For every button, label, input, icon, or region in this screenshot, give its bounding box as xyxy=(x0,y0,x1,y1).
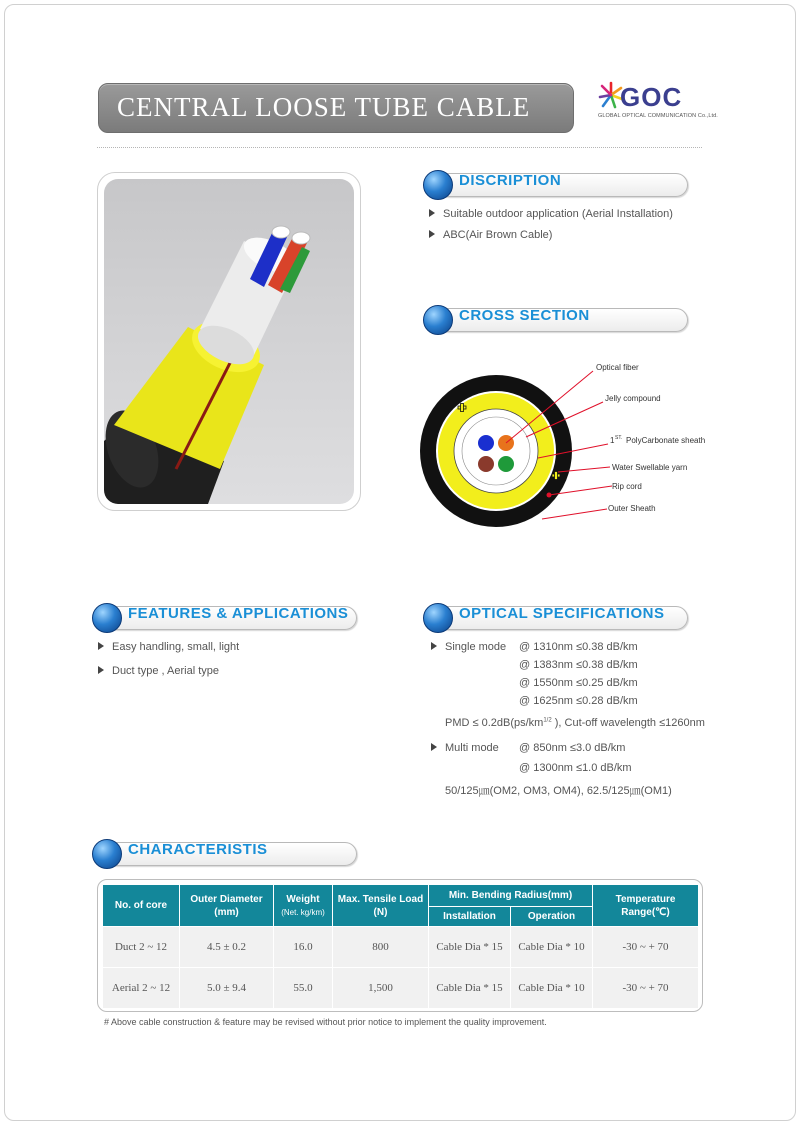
fiber-types: 50/125㎛(OM2, OM3, OM4), 62.5/125㎛(OM1) xyxy=(445,785,672,797)
cable-image xyxy=(104,179,354,504)
single-spec: @ 1625nm ≤0.28 dB/km xyxy=(519,695,638,707)
characteristics-table xyxy=(102,884,699,1009)
label-pc-sheath: PolyCarbonate sheath xyxy=(626,436,706,445)
cable-image-frame xyxy=(97,172,361,511)
blue-ball-icon xyxy=(92,839,122,869)
triangle-bullet-icon xyxy=(429,230,435,238)
feature-item: Duct type , Aerial type xyxy=(98,665,219,677)
triangle-bullet-icon xyxy=(98,642,104,650)
triangle-bullet-icon xyxy=(429,209,435,217)
triangle-bullet-icon xyxy=(431,743,437,751)
characteristics-header xyxy=(92,839,357,869)
single-spec: @ 1310nm ≤0.38 dB/km xyxy=(519,641,638,653)
label-outer-sheath: Outer Sheath xyxy=(608,504,656,513)
single-mode-label: Single mode xyxy=(431,641,506,653)
characteristics-title: CHARACTERISTIS xyxy=(128,841,268,858)
footnote: # Above cable construction & feature may be revised without prior notice to implement the quality improvement. xyxy=(104,1017,547,1027)
header-weight: Weight (Net. kg/km) xyxy=(274,885,333,927)
header-operation: Operation xyxy=(511,907,593,927)
multi-mode-label: Multi mode xyxy=(431,742,499,754)
blue-ball-icon xyxy=(92,603,122,633)
multi-spec: @ 1300nm ≤1.0 dB/km xyxy=(519,762,632,774)
cross-section-header xyxy=(423,305,688,335)
label-water-yarn: Water Swellable yarn xyxy=(612,463,688,472)
dotted-divider xyxy=(97,147,702,148)
fiber-brown xyxy=(478,456,494,472)
feature-item: Easy handling, small, light xyxy=(98,641,239,653)
header-tensile: Max. Tensile Load (N) xyxy=(333,885,429,927)
description-header xyxy=(423,170,688,200)
pmd-spec: PMD ≤ $0.2dB(ps/km^{1/2}$ ), Cut-off wavelength ≤1260nm xyxy=(445,717,705,729)
label-pc-num: 1 xyxy=(610,436,615,445)
multi-spec: @ 850nm ≤3.0 dB/km xyxy=(519,742,626,754)
triangle-bullet-icon xyxy=(98,666,104,674)
blue-ball-icon xyxy=(423,305,453,335)
fiber-blue xyxy=(478,435,494,451)
features-title: FEATURES & APPLICATIONS xyxy=(128,605,349,622)
description-item: ABC(Air Brown Cable) xyxy=(429,229,552,241)
optical-header xyxy=(423,603,688,633)
label-rip-cord: Rip cord xyxy=(612,482,642,491)
triangle-bullet-icon xyxy=(431,642,437,650)
logo-subtitle: GLOBAL OPTICAL COMMUNICATION Co.,Ltd. xyxy=(598,113,718,119)
header-od: Outer Diameter (mm) xyxy=(180,885,274,927)
fiber-green xyxy=(498,456,514,472)
table-row: Aerial 2 ~ 12 5.0 ± 9.4 55.0 1,500 Cable Dia * 15 Cable Dia * 10 -30 ~ + 70 xyxy=(103,968,699,1009)
characteristics-table-frame xyxy=(97,879,703,1012)
label-optical-fiber: Optical fiber xyxy=(596,363,639,372)
description-title: DISCRIPTION xyxy=(459,172,562,189)
title-bar xyxy=(98,83,574,133)
page-title: CENTRAL LOOSE TUBE CABLE xyxy=(117,92,531,122)
cross-section-title: CROSS SECTION xyxy=(459,307,590,324)
features-header xyxy=(92,603,357,633)
header-core: No. of core xyxy=(103,885,180,927)
logo-wordmark: GOC xyxy=(620,82,683,112)
description-item: Suitable outdoor application (Aerial Installation) xyxy=(429,208,673,220)
header-temp: Temperature Range(℃) xyxy=(593,885,699,927)
goc-logo xyxy=(598,80,718,124)
label-pc-sup: ST. xyxy=(615,435,623,441)
cross-section-diagram xyxy=(420,352,720,542)
single-spec: @ 1550nm ≤0.25 dB/km xyxy=(519,677,638,689)
optical-title: OPTICAL SPECIFICATIONS xyxy=(459,605,665,622)
label-jelly: Jelly compound xyxy=(605,394,661,403)
table-row: Duct 2 ~ 12 4.5 ± 0.2 16.0 800 Cable Dia * 15 Cable Dia * 10 -30 ~ + 70 xyxy=(103,927,699,968)
blue-ball-icon xyxy=(423,603,453,633)
blue-ball-icon xyxy=(423,170,453,200)
single-spec: @ 1383nm ≤0.38 dB/km xyxy=(519,659,638,671)
header-bend: Min. Bending Radius(mm) xyxy=(429,885,593,907)
header-install: Installation xyxy=(429,907,511,927)
